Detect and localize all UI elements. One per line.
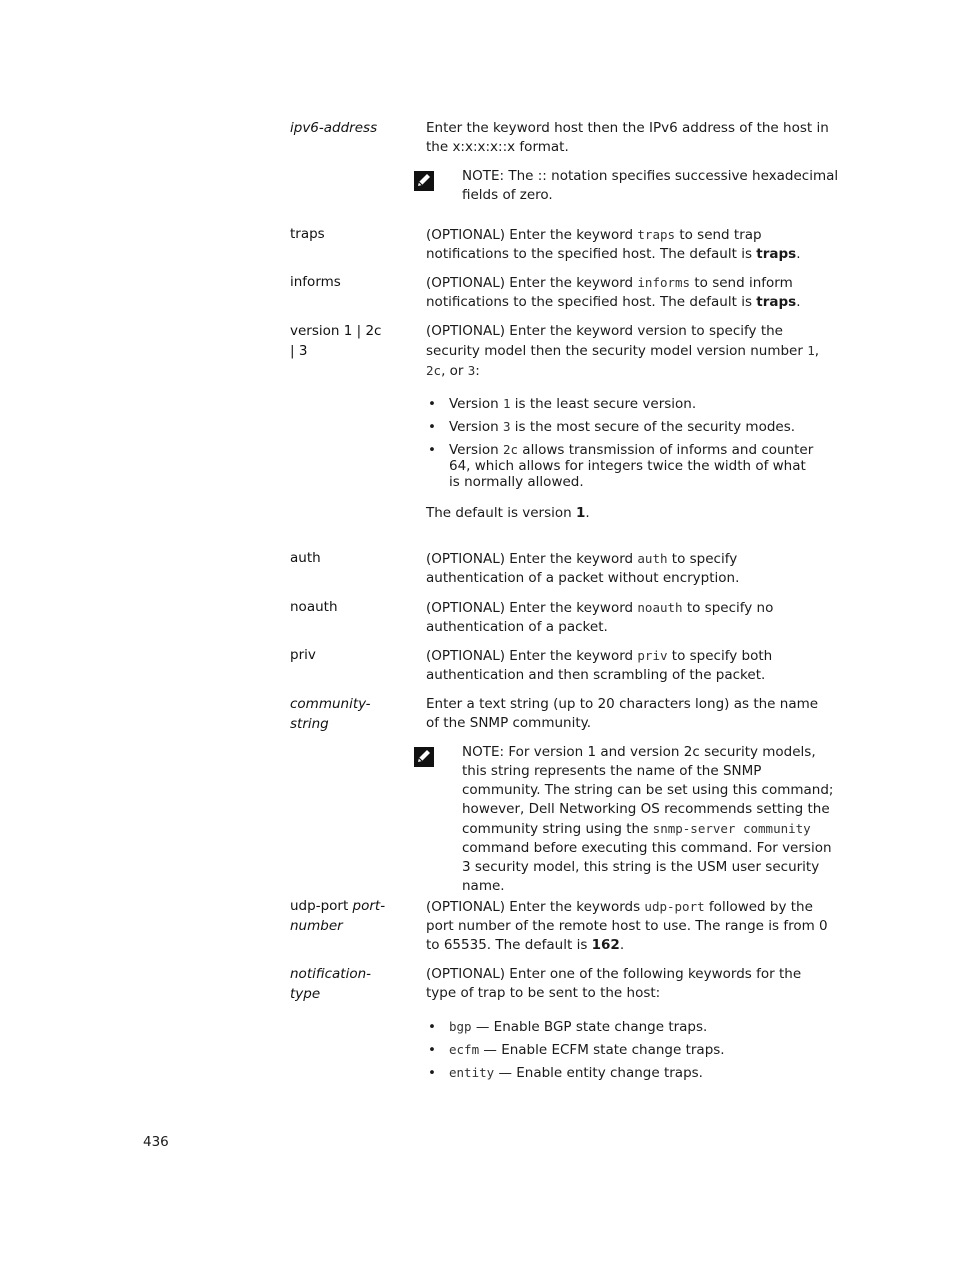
list-item — [426, 1042, 831, 1058]
param-name-line2: type — [290, 985, 321, 1002]
keyword-code: informs — [637, 275, 691, 290]
punct: . — [619, 937, 625, 953]
desc-text: to specify both authentication and then scrambling of the packet. — [426, 648, 773, 683]
item-text: — Enable ECFM state change traps. — [479, 1042, 725, 1058]
param-priv — [290, 646, 410, 666]
desc-text: The default is version — [426, 505, 577, 521]
param-desc-community — [426, 695, 831, 733]
list-item — [426, 442, 819, 490]
item-text: allows transmission of informs and counter 64, which allows for integers twice the width of what is normally allowed. — [449, 442, 814, 490]
desc-text: (OPTIONAL) Enter the keyword — [426, 551, 638, 567]
desc-text: (OPTIONAL) Enter the keyword — [426, 227, 638, 243]
desc-text: to specify no authentication of a packet. — [426, 600, 774, 635]
item-code: 3 — [502, 419, 511, 434]
desc-text: to send inform notifications to the specified host. The default is — [426, 275, 793, 310]
param-name: udp-port — [290, 898, 353, 914]
version-list — [426, 396, 831, 490]
punct: . — [796, 294, 801, 310]
note-ipv6 — [462, 167, 840, 205]
param-desc-priv — [426, 646, 831, 685]
punct: . — [585, 505, 590, 521]
item-code: 1 — [502, 396, 511, 411]
keyword-code: auth — [637, 551, 668, 566]
item-text: Version — [449, 396, 503, 412]
param-desc-traps — [426, 225, 831, 264]
item-code: bgp — [449, 1019, 472, 1034]
param-version — [290, 322, 390, 361]
version-default — [426, 504, 831, 523]
param-name-italic: port- — [352, 898, 386, 914]
param-name: informs — [290, 274, 341, 290]
default-value: traps — [756, 246, 797, 262]
desc-text: to send trap notifications to the specified host. The default is — [426, 227, 762, 262]
list-item — [426, 396, 831, 412]
desc-text: Enter the keyword host then the IPv6 address of the host in the x:x:x:x::x format. — [426, 120, 829, 155]
default-value: traps — [756, 294, 797, 310]
param-desc-auth — [426, 549, 831, 588]
note-pencil-icon — [413, 746, 435, 768]
item-code: ecfm — [449, 1042, 480, 1057]
param-name: priv — [290, 647, 316, 663]
punct: . — [796, 246, 801, 262]
note-pencil-icon — [413, 170, 435, 192]
param-noauth — [290, 598, 410, 618]
param-traps — [290, 225, 410, 245]
note-label: NOTE: — [462, 168, 505, 184]
param-desc-notification — [426, 965, 831, 1003]
desc-text: Enter a text string (up to 20 characters long) as the name of the SNMP community. — [426, 696, 819, 731]
param-desc-udp — [426, 897, 831, 955]
default-value: 162 — [591, 937, 620, 953]
item-text: — Enable entity change traps. — [494, 1065, 703, 1081]
code-v2c: 2c — [426, 363, 442, 378]
keyword-code: noauth — [637, 600, 683, 615]
list-item — [426, 419, 831, 435]
param-community-string — [290, 695, 410, 734]
param-name: auth — [290, 550, 321, 566]
param-name: ipv6-address — [290, 120, 378, 136]
desc-text: (OPTIONAL) Enter the keyword — [426, 600, 638, 616]
note-text: For version 1 and version 2c security models, this string represents the name of the SNMP community. The string can be set using this command; however, Dell Networking OS recommends setting the community string using the — [462, 744, 834, 837]
note-text: The :: notation specifies successive hexadecimal fields of zero. — [462, 168, 839, 203]
keyword-code: priv — [637, 648, 668, 663]
item-text: is the least secure version. — [510, 396, 697, 412]
item-code: entity — [449, 1065, 495, 1080]
code-v3: 3 — [467, 363, 476, 378]
page-number: 436 — [143, 1134, 169, 1150]
desc-text: to specify authentication of a packet without encryption. — [426, 551, 740, 586]
note-text: command before executing this command. For version 3 security model, this string is the USM user security name. — [462, 840, 832, 894]
item-text: Version — [449, 419, 503, 435]
desc-text: (OPTIONAL) Enter the keyword version to specify the security model then the security model version number — [426, 323, 808, 359]
param-name-line1: notification- — [290, 966, 372, 982]
param-name-line2: string — [290, 715, 329, 732]
param-notification-type — [290, 965, 410, 1004]
desc-text: (OPTIONAL) Enter one of the following keywords for the type of trap to be sent to the host: — [426, 966, 802, 1001]
keyword-code: udp-port — [644, 899, 705, 914]
default-value: 1 — [576, 505, 586, 521]
note-code: snmp-server community — [652, 821, 811, 836]
note-community — [462, 743, 840, 896]
param-ipv6-address — [290, 119, 410, 139]
desc-text: (OPTIONAL) Enter the keywords — [426, 899, 645, 915]
desc-text: followed by the port number of the remote host to use. The range is from 0 to 65535. The default is — [426, 899, 828, 953]
param-name-italic-2: number — [290, 917, 343, 934]
desc-text: (OPTIONAL) Enter the keyword — [426, 275, 638, 291]
list-item — [426, 1019, 831, 1035]
note-label: NOTE: — [462, 744, 505, 760]
item-text: Version — [449, 442, 503, 458]
punct: : — [475, 363, 480, 379]
param-name-line1: community- — [290, 696, 371, 712]
param-auth — [290, 549, 410, 569]
param-desc-informs — [426, 273, 831, 312]
param-udp-port — [290, 897, 400, 936]
param-desc-version — [426, 322, 831, 381]
param-name: noauth — [290, 599, 338, 615]
item-text: — Enable BGP state change traps. — [471, 1019, 708, 1035]
notification-list — [426, 1019, 831, 1081]
item-text: is the most secure of the security modes. — [510, 419, 796, 435]
punct: , or — [441, 363, 468, 379]
item-code: 2c — [502, 442, 518, 457]
param-name: traps — [290, 226, 325, 242]
param-desc-ipv6 — [426, 119, 831, 157]
param-desc-noauth — [426, 598, 831, 637]
param-name: version 1 | 2c | 3 — [290, 323, 382, 359]
keyword-code: traps — [637, 227, 676, 242]
param-informs — [290, 273, 410, 293]
list-item — [426, 1065, 831, 1081]
desc-text: (OPTIONAL) Enter the keyword — [426, 648, 638, 664]
punct: , — [814, 343, 820, 359]
code-v1: 1 — [807, 343, 815, 358]
